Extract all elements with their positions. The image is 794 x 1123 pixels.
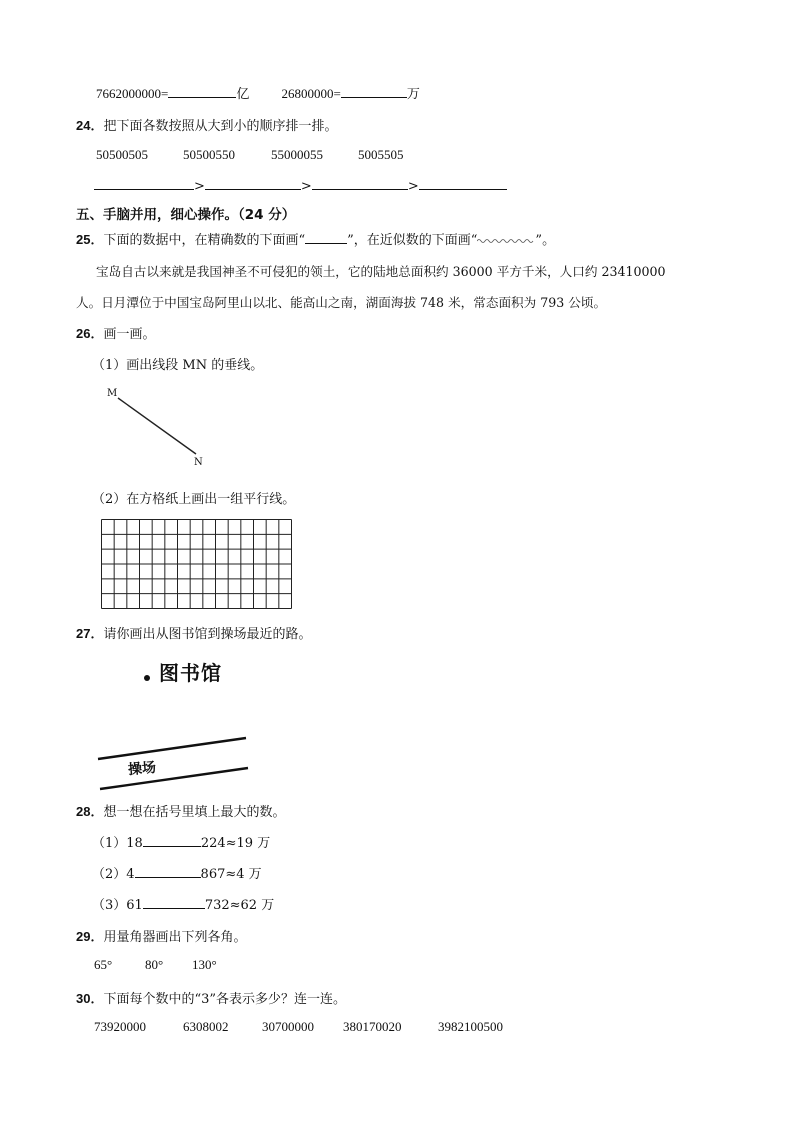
q24-order-row xyxy=(94,177,507,194)
q24-num-2: 50500550 xyxy=(183,147,235,162)
section-5-title: 五、手脑并用，细心操作。（24 分） xyxy=(76,207,296,223)
q24-text: 把下面各数按照从大到小的顺序排一排。 xyxy=(103,119,338,134)
q29-angles xyxy=(94,957,217,973)
q29-title xyxy=(76,926,246,945)
q24-blank-2[interactable] xyxy=(205,177,301,190)
q24-number: 24． xyxy=(76,118,104,133)
q24-num-3: 55000055 xyxy=(271,147,323,162)
q28-number: 28． xyxy=(76,804,104,819)
q28-title xyxy=(76,801,285,820)
q24-gt-2: > xyxy=(300,179,312,194)
q25-paragraph-line1: 宝岛自古以来就是我国神圣不可侵犯的领土，它的陆地总面积约 36000 平方千米，人口约 23410000 xyxy=(96,264,666,279)
wavy-line-sample xyxy=(477,238,535,244)
q27-title xyxy=(76,623,311,642)
q28-item-3-blank[interactable] xyxy=(143,896,205,909)
q30-num-3: 30700000 xyxy=(262,1019,314,1034)
q28-item-1-label: （1）18 xyxy=(92,836,143,851)
angle-65: 65° xyxy=(94,957,113,972)
q23-expr1: 7662000000= xyxy=(96,86,169,101)
angle-130: 130° xyxy=(192,957,217,972)
q28-item-1 xyxy=(92,832,270,851)
q28-item-2-blank[interactable] xyxy=(135,865,201,878)
playground-road xyxy=(96,730,252,794)
angle-80: 80° xyxy=(145,957,164,972)
q28-item-2 xyxy=(92,863,262,882)
q24-blank-4[interactable] xyxy=(419,177,507,190)
q30-numbers xyxy=(94,1019,503,1035)
q30-text: 下面每个数中的“3”各表示多少？连一连。 xyxy=(103,992,347,1007)
q27-text: 请你画出从图书馆到操场最近的路。 xyxy=(103,627,312,642)
q23-blank2[interactable] xyxy=(341,85,407,98)
q28-item-1-tail: 224≈19 万 xyxy=(200,836,271,851)
q26-number: 26． xyxy=(76,326,104,341)
q30-num-1: 73920000 xyxy=(94,1019,146,1034)
q30-number: 30． xyxy=(76,991,104,1006)
q30-num-4: 380170020 xyxy=(343,1019,402,1034)
q23-unit1: 亿 xyxy=(236,87,250,102)
q25-number: 25． xyxy=(76,232,104,247)
q27-number: 27． xyxy=(76,626,104,641)
q23-expr2: 26800000= xyxy=(281,86,341,101)
q29-number: 29． xyxy=(76,929,104,944)
q25-text-b: ”，在近似数的下面画“ xyxy=(347,233,478,248)
q28-item-1-blank[interactable] xyxy=(143,834,201,847)
q28-item-3 xyxy=(92,894,274,913)
label-m: M xyxy=(107,388,118,399)
q24-num-1: 50500505 xyxy=(96,147,148,162)
q25-title xyxy=(76,229,555,248)
q24-blank-3[interactable] xyxy=(312,177,408,190)
q26-title xyxy=(76,323,155,342)
q24-gt-3: > xyxy=(407,179,419,194)
library-point xyxy=(144,675,150,681)
q26-sub1: （1）画出线段 MN 的垂线。 xyxy=(92,358,264,373)
q28-item-2-tail: 867≈4 万 xyxy=(200,867,262,882)
library-label: 图书馆 xyxy=(159,661,222,685)
straight-line-sample xyxy=(305,233,347,244)
q28-item-2-label: （2）4 xyxy=(92,867,135,882)
q28-item-3-label: （3）61 xyxy=(92,898,143,913)
q24-blank-1[interactable] xyxy=(94,177,194,190)
q24-gt-1: > xyxy=(194,179,205,194)
q24-numbers xyxy=(96,147,404,163)
label-n: N xyxy=(194,457,203,468)
q29-text: 用量角器画出下列各角。 xyxy=(103,930,247,945)
q25-text-a: 下面的数据中，在精确数的下面画“ xyxy=(103,233,306,248)
q28-item-3-tail: 732≈62 万 xyxy=(204,898,275,913)
grid-paper[interactable] xyxy=(101,519,292,609)
q28-text: 想一想在括号里填上最大的数。 xyxy=(103,805,286,820)
segment-mn xyxy=(118,398,196,454)
q24-title xyxy=(76,115,337,134)
q25-text-c: ”。 xyxy=(535,233,556,248)
q30-title xyxy=(76,988,346,1007)
q23-unit2: 万 xyxy=(406,87,420,102)
q30-num-2: 6308002 xyxy=(183,1019,229,1034)
q30-num-5: 3982100500 xyxy=(438,1019,503,1034)
q24-num-4: 5005505 xyxy=(358,147,404,162)
q23-row xyxy=(96,83,420,102)
q26-text: 画一画。 xyxy=(103,327,156,342)
playground-label: 操场 xyxy=(127,759,157,779)
q26-sub2: （2）在方格纸上画出一组平行线。 xyxy=(92,492,296,507)
q25-paragraph-line2: 人。日月潭位于中国宝岛阿里山以北、能高山之南，湖面海拔 748 米，常态面积为 793 公顷。 xyxy=(76,295,607,310)
q23-blank1[interactable] xyxy=(168,85,236,98)
